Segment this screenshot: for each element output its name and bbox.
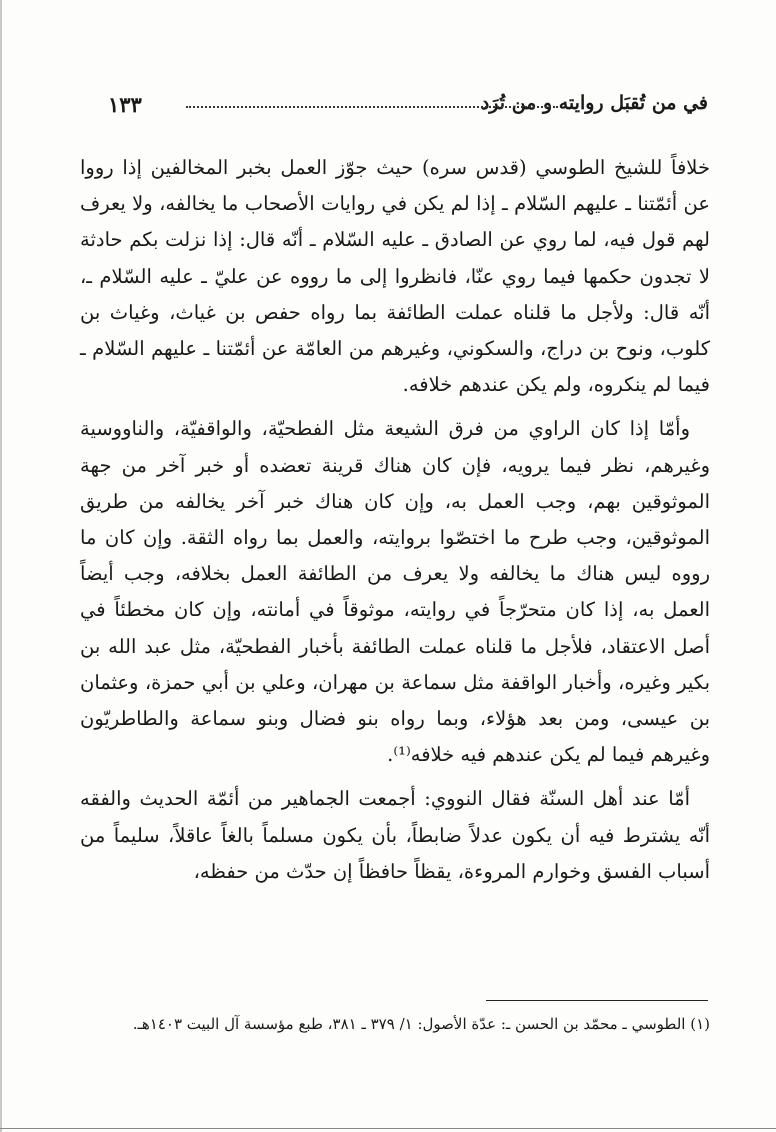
footnote: (١) الطوسي ـ محمّد بن الحسن ـ: عدّة الأصول: ١/ ٣٧٩ ـ ٣٨١، طبع مؤسسة آل البيت ١٤٠٣هـ.	[132, 1015, 710, 1033]
body-text	[80, 150, 710, 898]
scan-edge	[0, 0, 2, 1132]
footnote-separator	[486, 1000, 708, 1001]
paragraph-3: أمّا عند أهل السنّة فقال النووي: أجمعت الجماهير من أئمّة الحديث والفقه أنّه يشترط فيه أن يكون عدلاً ضابطاً، بأن يكون مسلماً بالغاً عاقلاً، سليماً من أسباب الفسق وخوارم المروءة، يقظاً حافظاً إن حدّث من حفظه،	[80, 787, 710, 883]
paragraph-1: خلافاً للشيخ الطوسي (قدس سره) حيث جوّز العمل بخبر المخالفين إذا رووا عن أئمّتنا ـ عليهم السّلام ـ إذا لم يكن في روايات الأصحاب ما يخالفه، ولا يعرف لهم قول فيه، لما روي عن الصادق ـ عليه السّلام ـ أنّه قال: إذا نزلت بكم حادثة لا تجدون حكمها فيما روي عنّا، فانظروا إلى ما رووه عن عليّ ـ عليه السّلام ـ، أنّه قال: ولأجل ما قلناه عملت الطائفة بما رواه حفص بن غياث، وغياث بن كلوب، ونوح بن دراج، والسكوني، وغيرهم من العامّة عن أئمّتنا ـ عليهم السّلام ـ فيما لم ينكروه، ولم يكن عندهم خلافه.	[80, 156, 710, 397]
page-number: ١٣٣	[108, 92, 142, 117]
page-header	[108, 92, 708, 132]
paragraph-2: وأمّا إذا كان الراوي من فرق الشيعة مثل الفطحيّة، والواقفيّة، والناووسية وغيرهم، نظر فيما يرويه، فإن كان هناك قرينة تعضده أو خبر آخر من جهة الموثوقين بهم، وجب العمل به، وإن كان هناك خبر آخر يخالفه من طريق الموثوقين، وجب طرح ما اختصّوا بروايته، والعمل بما رواه الثقة. وإن كان ما رووه ليس هناك ما يخالفه ولا يعرف من الطائفة العمل بخلافه، وجب أيضاً العمل به، إذا كان متحرّجاً في روايته، موثوقاً في أمانته، وإن كان مخطئاً في أصل الاعتقاد، فلأجل ما قلناه عملت الطائفة بأخبار الفطحيّة، مثل عبد الله بن بكير وغيره، وأخبار الواقفة مثل سماعة بن مهران، وعلي بن أبي حمزة، وعثمان بن عيسى، ومن بعد هؤلاء، وبما رواه بنو فضال وبنو سماعة والطاطريّون وغيرهم فيما لم يكن عندهم فيه خلافه⁽¹⁾.	[80, 417, 710, 767]
running-title: في من تُقبَل روايته و من تُرَد	[480, 92, 708, 114]
bottom-border	[0, 1128, 776, 1129]
dotted-leader	[186, 106, 558, 108]
